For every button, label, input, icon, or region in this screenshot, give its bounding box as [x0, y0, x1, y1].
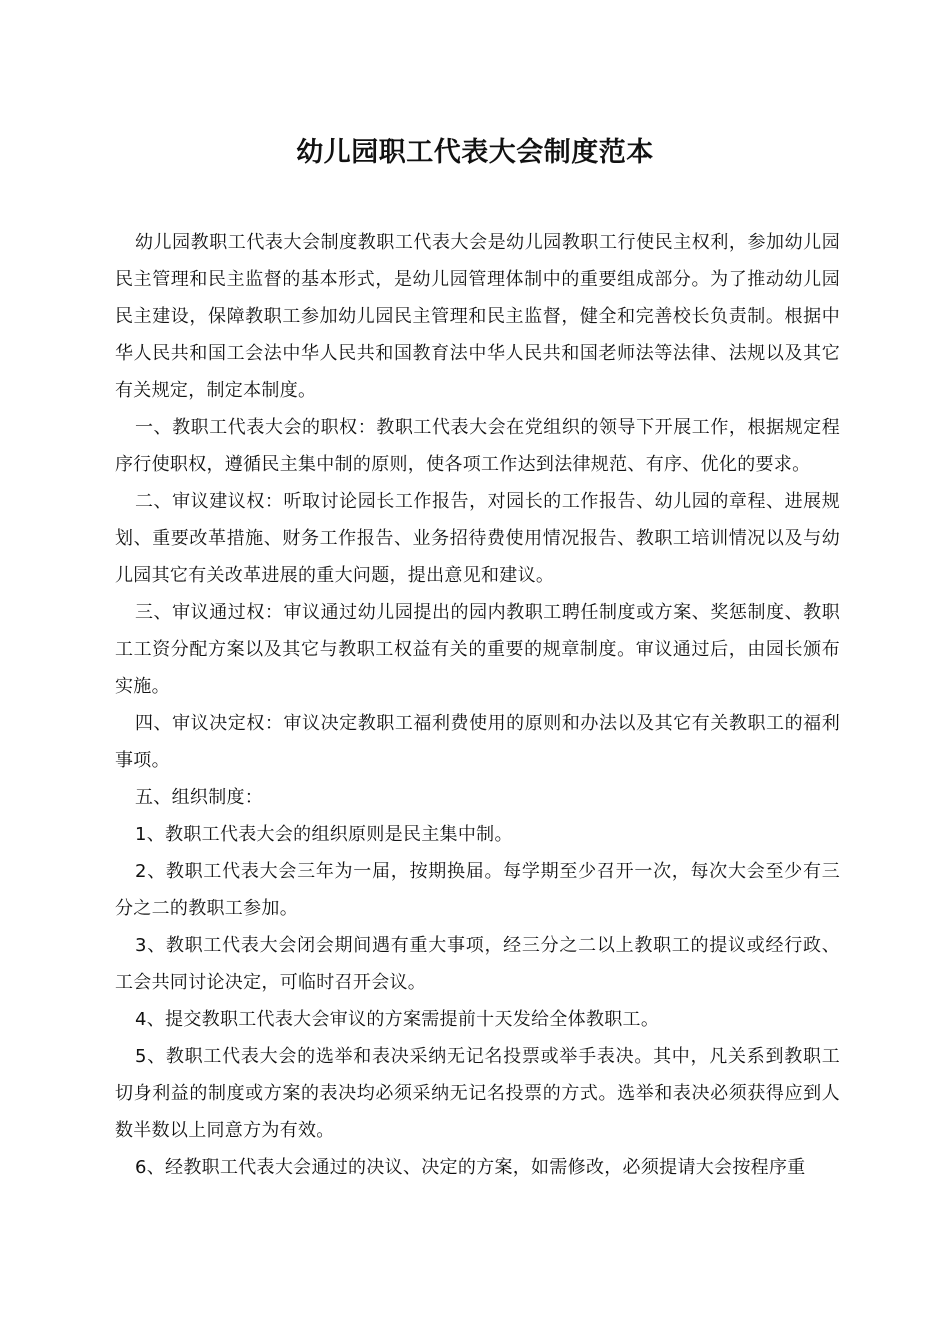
paragraph-item-2: 2、教职工代表大会三年为一届，按期换届。每学期至少召开一次，每次大会至少有三分之二的教职工参加。 [115, 861, 840, 919]
paragraph-item-5: 5、教职工代表大会的选举和表决采纳无记名投票或举手表决。其中，凡关系到教职工切身利益的制度或方案的表决均必须采纳无记名投票的方式。选举和表决必须获得应到人数半数以上同意方为有效。 [115, 1046, 840, 1141]
paragraph-section-2: 二、审议建议权：听取讨论园长工作报告，对园长的工作报告、幼儿园的章程、进展规划、重要改革措施、财务工作报告、业务招待费使用情况报告、教职工培训情况以及与幼儿园其它有关改革进展的重大问题，提出意见和建议。 [115, 491, 840, 586]
paragraph-item-6: 6、经教职工代表大会通过的决议、决定的方案，如需修改，必须提请大会按程序重 [135, 1157, 806, 1178]
paragraph-item-3: 3、教职工代表大会闭会期间遇有重大事项，经三分之二以上教职工的提议或经行政、工会共同讨论决定，可临时召开会议。 [115, 935, 840, 993]
paragraph-section-4: 四、审议决定权：审议决定教职工福利费使用的原则和办法以及其它有关教职工的福利事项。 [115, 713, 840, 771]
document-body [115, 224, 840, 1186]
paragraph-item-4: 4、提交教职工代表大会审议的方案需提前十天发给全体教职工。 [135, 1009, 660, 1030]
paragraph-section-5: 五、组织制度： [135, 787, 264, 808]
paragraph-item-1: 1、教职工代表大会的组织原则是民主集中制。 [135, 824, 513, 845]
paragraph-section-3: 三、审议通过权：审议通过幼儿园提出的园内教职工聘任制度或方案、奖惩制度、教职工工资分配方案以及其它与教职工权益有关的重要的规章制度。审议通过后，由园长颁布实施。 [115, 602, 840, 697]
paragraph-intro: 幼儿园教职工代表大会制度教职工代表大会是幼儿园教职工行使民主权利，参加幼儿园民主管理和民主监督的基本形式，是幼儿园管理体制中的重要组成部分。为了推动幼儿园民主建设，保障教职工参加幼儿园民主管理和民主监督，健全和完善校长负责制。根据中华人民共和国工会法中华人民共和国教育法中华人民共和国老师法等法律、法规以及其它有关规定，制定本制度。 [115, 232, 840, 401]
document-title: 幼儿园职工代表大会制度范本 [296, 137, 654, 168]
paragraph-section-1: 一、教职工代表大会的职权：教职工代表大会在党组织的领导下开展工作，根据规定程序行使职权，遵循民主集中制的原则，使各项工作达到法律规范、有序、优化的要求。 [115, 417, 840, 475]
